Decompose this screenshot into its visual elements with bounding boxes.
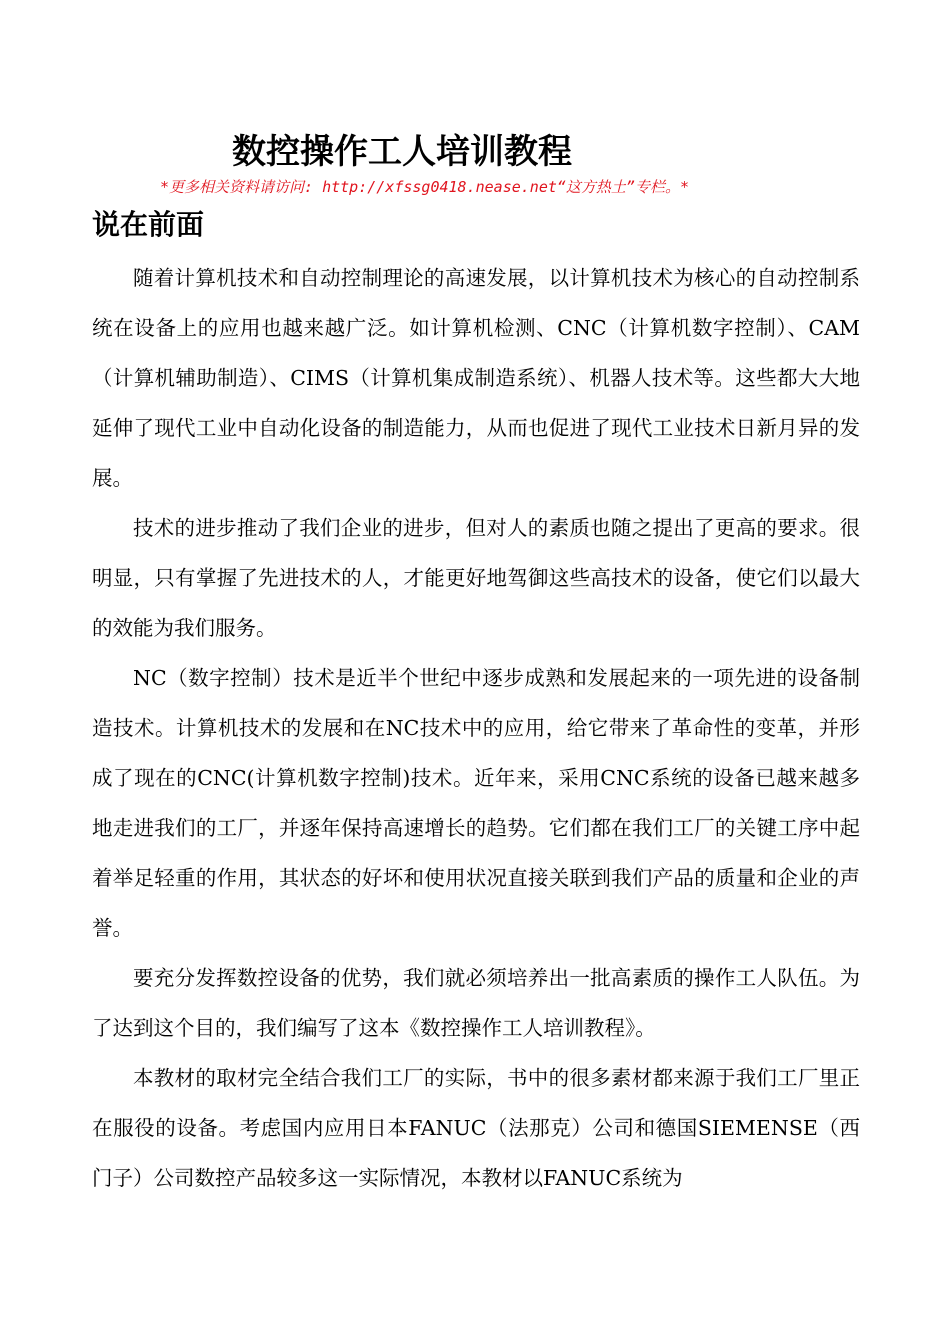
document-title: 数控操作工人培训教程 <box>232 132 572 172</box>
section-heading: 说在前面 <box>92 208 205 241</box>
paragraph: 要充分发挥数控设备的优势，我们就必须培养出一批高素质的操作工人队伍。为了达到这个目的，我们编写了这本《数控操作工人培训教程》。 <box>92 966 860 1040</box>
body-text <box>92 253 860 1203</box>
promo-link-line: *更多相关资料请访问: http://xfssg0418.nease.net“这方热土”专栏。* <box>160 178 689 196</box>
paragraph: NC（数字控制）技术是近半个世纪中逐步成熟和发展起来的一项先进的设备制造技术。计算机技术的发展和在NC技术中的应用，给它带来了革命性的变革，并形成了现在的CNC(计算机数字控制)技术。近年来，采用CNC系统的设备已越来越多地走进我们的工厂，并逐年保持高速增长的趋势。它们都在我们工厂的关键工序中起着举足轻重的作用，其状态的好坏和使用状况直接关联到我们产品的质量和企业的声誉。 <box>92 666 860 940</box>
paragraph: 随着计算机技术和自动控制理论的高速发展，以计算机技术为核心的自动控制系统在设备上的应用也越来越广泛。如计算机检测、CNC（计算机数字控制）、CAM（计算机辅助制造）、CIMS（计算机集成制造系统）、机器人技术等。这些都大大地延伸了现代工业中自动化设备的制造能力，从而也促进了现代工业技术日新月异的发展。 <box>92 266 860 490</box>
paragraph: 本教材的取材完全结合我们工厂的实际，书中的很多素材都来源于我们工厂里正在服役的设备。考虑国内应用日本FANUC（法那克）公司和德国SIEMENSE（西门子）公司数控产品较多这一实际情况，本教材以FANUC系统为 <box>92 1066 860 1190</box>
paragraph: 技术的进步推动了我们企业的进步，但对人的素质也随之提出了更高的要求。很明显，只有掌握了先进技术的人，才能更好地驾御这些高技术的设备，使它们以最大的效能为我们服务。 <box>92 516 860 640</box>
